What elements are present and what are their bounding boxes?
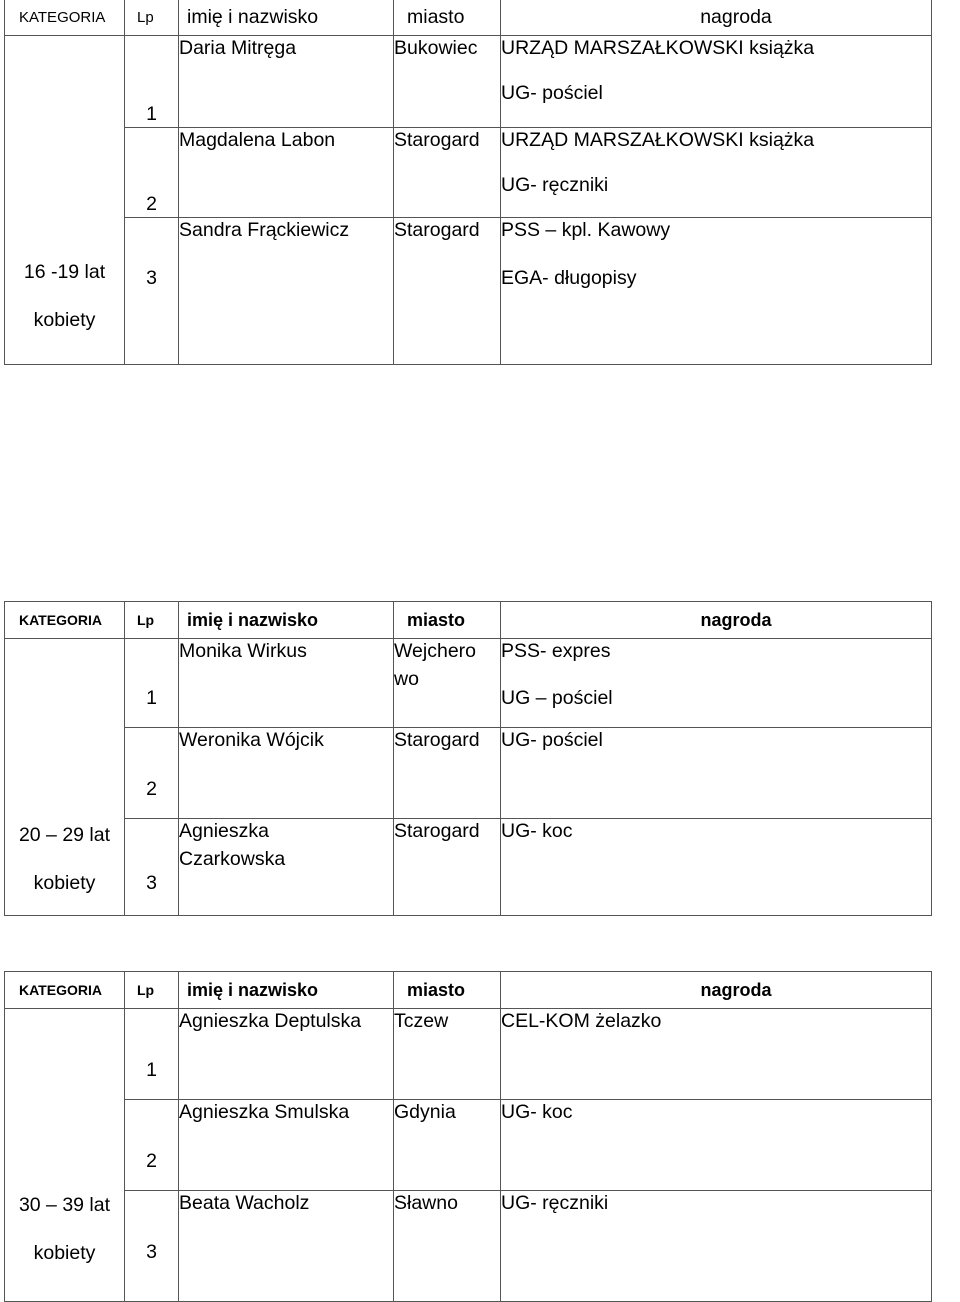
name-cell: Beata Wacholz (179, 1191, 394, 1302)
name-cell: Monika Wirkus (179, 639, 394, 728)
header-city: miasto (394, 0, 501, 36)
lp-number: 2 (146, 193, 157, 215)
prize-cell (501, 218, 932, 365)
table-row (5, 639, 932, 728)
name-line: Agnieszka (179, 820, 269, 842)
category-age: 20 – 29 lat (18, 824, 111, 846)
prize-line: URZĄD MARSZAŁKOWSKI książka (501, 129, 815, 151)
table-row (5, 1191, 932, 1302)
name-cell: Sandra Frąckiewicz (179, 218, 394, 365)
header-name: imię i nazwisko (179, 972, 394, 1009)
category-gender: kobiety (33, 1242, 96, 1264)
name-cell: Magdalena Labon (179, 128, 394, 218)
header-city: miasto (394, 602, 501, 639)
category-age: 16 -19 lat (23, 261, 106, 283)
lp-number: 3 (146, 872, 157, 894)
prize-cell (501, 728, 932, 819)
lp-cell (125, 128, 179, 218)
header-kategoria: KATEGORIA (5, 0, 125, 36)
category-age: 30 – 39 lat (18, 1194, 111, 1216)
prize-line: CEL-KOM żelazko (501, 1010, 662, 1032)
prize-line: UG- ręczniki (501, 1192, 609, 1214)
lp-cell (125, 639, 179, 728)
city-cell (394, 639, 501, 728)
lp-number: 1 (146, 687, 157, 709)
header-prize: nagroda (501, 0, 932, 36)
name-cell: Weronika Wójcik (179, 728, 394, 819)
table-row (5, 36, 932, 128)
city-cell: Starogard (394, 128, 501, 218)
header-kategoria: KATEGORIA (5, 602, 125, 639)
header-city: miasto (394, 972, 501, 1009)
prize-cell (501, 639, 932, 728)
category-cell (5, 639, 125, 916)
prize-cell (501, 1191, 932, 1302)
prize-cell (501, 36, 932, 128)
lp-cell (125, 728, 179, 819)
city-line: Wejchero (394, 640, 477, 662)
prize-line: PSS – kpl. Kawowy (501, 219, 671, 241)
table-row (5, 1100, 932, 1191)
category-gender: kobiety (33, 872, 96, 894)
city-cell: Starogard (394, 728, 501, 819)
city-line: wo (394, 668, 419, 690)
header-prize: nagroda (501, 972, 932, 1009)
results-table-16-19 (4, 0, 932, 365)
category-cell (5, 1009, 125, 1302)
name-cell (179, 819, 394, 916)
prize-line: PSS- expres (501, 640, 611, 662)
prize-line: UG- koc (501, 1101, 573, 1123)
lp-number: 2 (146, 778, 157, 800)
lp-cell (125, 218, 179, 365)
lp-cell (125, 819, 179, 916)
prize-cell (501, 819, 932, 916)
table-header-row (5, 602, 932, 639)
header-prize: nagroda (501, 602, 932, 639)
lp-cell (125, 1009, 179, 1100)
header-lp: Lp (125, 0, 179, 36)
header-name: imię i nazwisko (179, 602, 394, 639)
city-cell: Bukowiec (394, 36, 501, 128)
table-row (5, 1009, 932, 1100)
prize-line: URZĄD MARSZAŁKOWSKI książka (501, 37, 815, 59)
table-row (5, 218, 932, 365)
lp-cell (125, 1100, 179, 1191)
name-cell: Agnieszka Deptulska (179, 1009, 394, 1100)
name-line: Czarkowska (179, 848, 286, 870)
name-cell: Daria Mitręga (179, 36, 394, 128)
prize-cell (501, 128, 932, 218)
table-header-row (5, 972, 932, 1009)
prize-line: UG- pościel (501, 729, 603, 751)
lp-number: 2 (146, 1150, 157, 1172)
lp-number: 1 (146, 103, 157, 125)
table-header-row (5, 0, 932, 36)
prize-cell (501, 1009, 932, 1100)
prize-line: UG- ręczniki (501, 174, 609, 196)
table-row (5, 728, 932, 819)
lp-number: 1 (146, 1059, 157, 1081)
header-name: imię i nazwisko (179, 0, 394, 36)
table-row (5, 819, 932, 916)
category-gender: kobiety (33, 309, 96, 331)
prize-line: UG- koc (501, 820, 573, 842)
lp-number: 3 (146, 267, 157, 289)
city-cell: Gdynia (394, 1100, 501, 1191)
city-cell: Sławno (394, 1191, 501, 1302)
results-table-30-39 (4, 971, 932, 1302)
city-cell: Tczew (394, 1009, 501, 1100)
name-cell: Agnieszka Smulska (179, 1100, 394, 1191)
lp-cell (125, 1191, 179, 1302)
category-cell (5, 36, 125, 365)
prize-line: EGA- długopisy (501, 267, 637, 289)
header-kategoria: KATEGORIA (5, 972, 125, 1009)
lp-number: 3 (146, 1241, 157, 1263)
prize-line: UG- pościel (501, 82, 603, 104)
city-cell: Starogard (394, 819, 501, 916)
prize-line: UG – pościel (501, 687, 613, 709)
header-lp: Lp (125, 602, 179, 639)
prize-cell (501, 1100, 932, 1191)
results-table-20-29 (4, 601, 932, 916)
city-cell: Starogard (394, 218, 501, 365)
header-lp: Lp (125, 972, 179, 1009)
lp-cell (125, 36, 179, 128)
table-row (5, 128, 932, 218)
